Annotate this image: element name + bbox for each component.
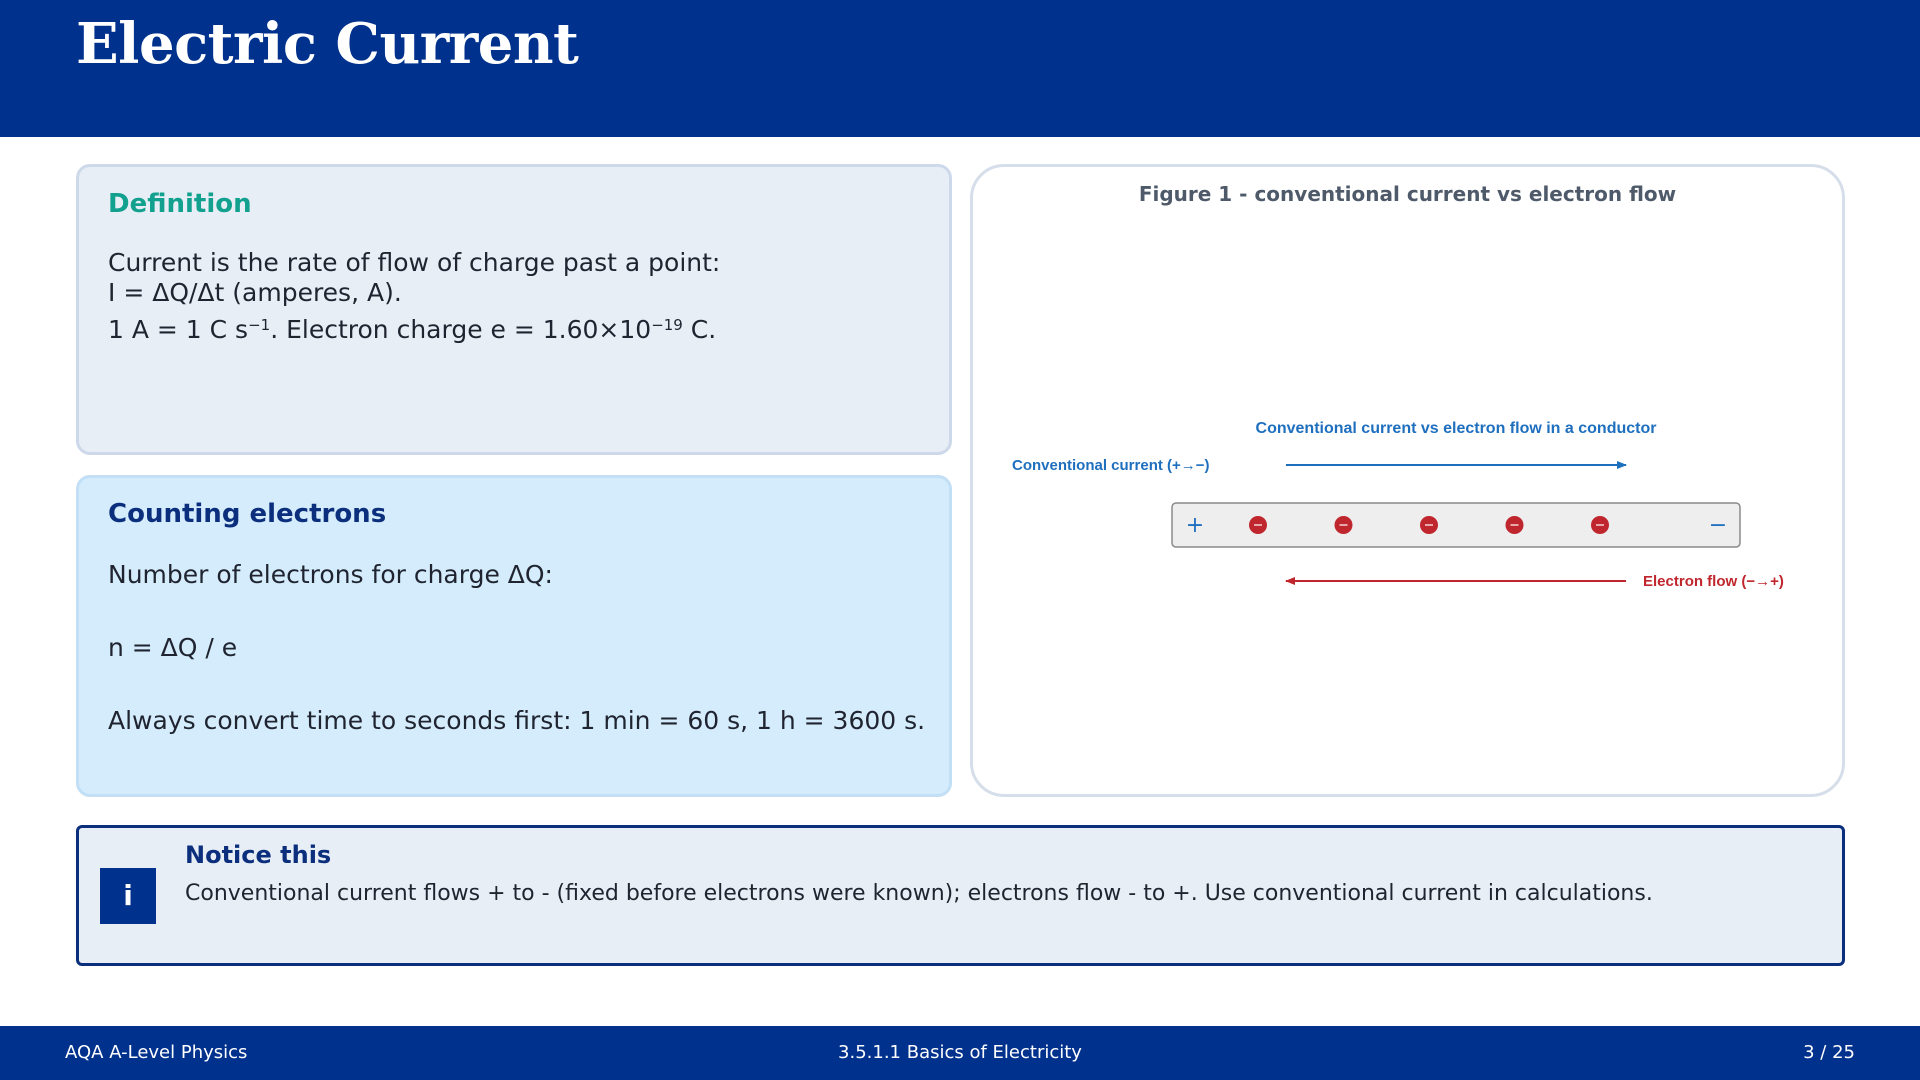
definition-line-2: I = ΔQ/Δt (amperes, A). [108, 278, 402, 307]
definition-line-3a: 1 A = 1 C s [108, 315, 249, 344]
positive-terminal: + [1185, 513, 1205, 538]
counting-line-1: Number of electrons for charge ΔQ: [108, 560, 553, 589]
footer-section: 3.5.1.1 Basics of Electricity [838, 1042, 1082, 1063]
figure-caption: Figure 1 - conventional current vs electron flow [1138, 182, 1677, 206]
footer-course: AQA A-Level Physics [65, 1042, 248, 1063]
notice-box [76, 825, 1845, 966]
negative-terminal: − [1708, 513, 1728, 538]
counting-heading: Counting electrons [108, 499, 387, 529]
counting-line-3: Always convert time to seconds first: 1 min = 60 s, 1 h = 3600 s. [108, 706, 926, 735]
definition-line-3c: C. [682, 315, 717, 344]
figure-card [970, 164, 1845, 797]
footer-page-number: 3 / 25 [1803, 1042, 1855, 1063]
info-icon: i [100, 868, 156, 924]
definition-line-3b: . Electron charge e = 1.60×10 [270, 315, 652, 344]
notice-title: Notice this [185, 841, 332, 869]
conventional-current-label: Conventional current (+→−) [1012, 457, 1210, 474]
definition-card [76, 164, 952, 455]
notice-text: Conventional current flows + to - (fixed before electrons were known); electrons flow - to +. Use conventional current in calculations. [185, 881, 1653, 906]
definition-line-3 [108, 312, 716, 348]
definition-heading: Definition [108, 189, 252, 219]
electron-flow-label: Electron flow (−→+) [1643, 573, 1784, 590]
definition-line-3-sup1: −1 [248, 316, 271, 334]
counting-line-2: n = ΔQ / e [108, 633, 238, 662]
counting-electrons-card [76, 475, 952, 797]
diagram-title: Conventional current vs electron flow in a conductor [1255, 420, 1657, 437]
current-flow-diagram [973, 167, 1842, 794]
definition-line-3-sup2: −19 [651, 316, 683, 334]
page-title: Electric Current [76, 11, 579, 77]
header-bar [0, 0, 1920, 137]
definition-line-1: Current is the rate of flow of charge past a point: [108, 248, 721, 277]
footer-bar [0, 1026, 1920, 1080]
